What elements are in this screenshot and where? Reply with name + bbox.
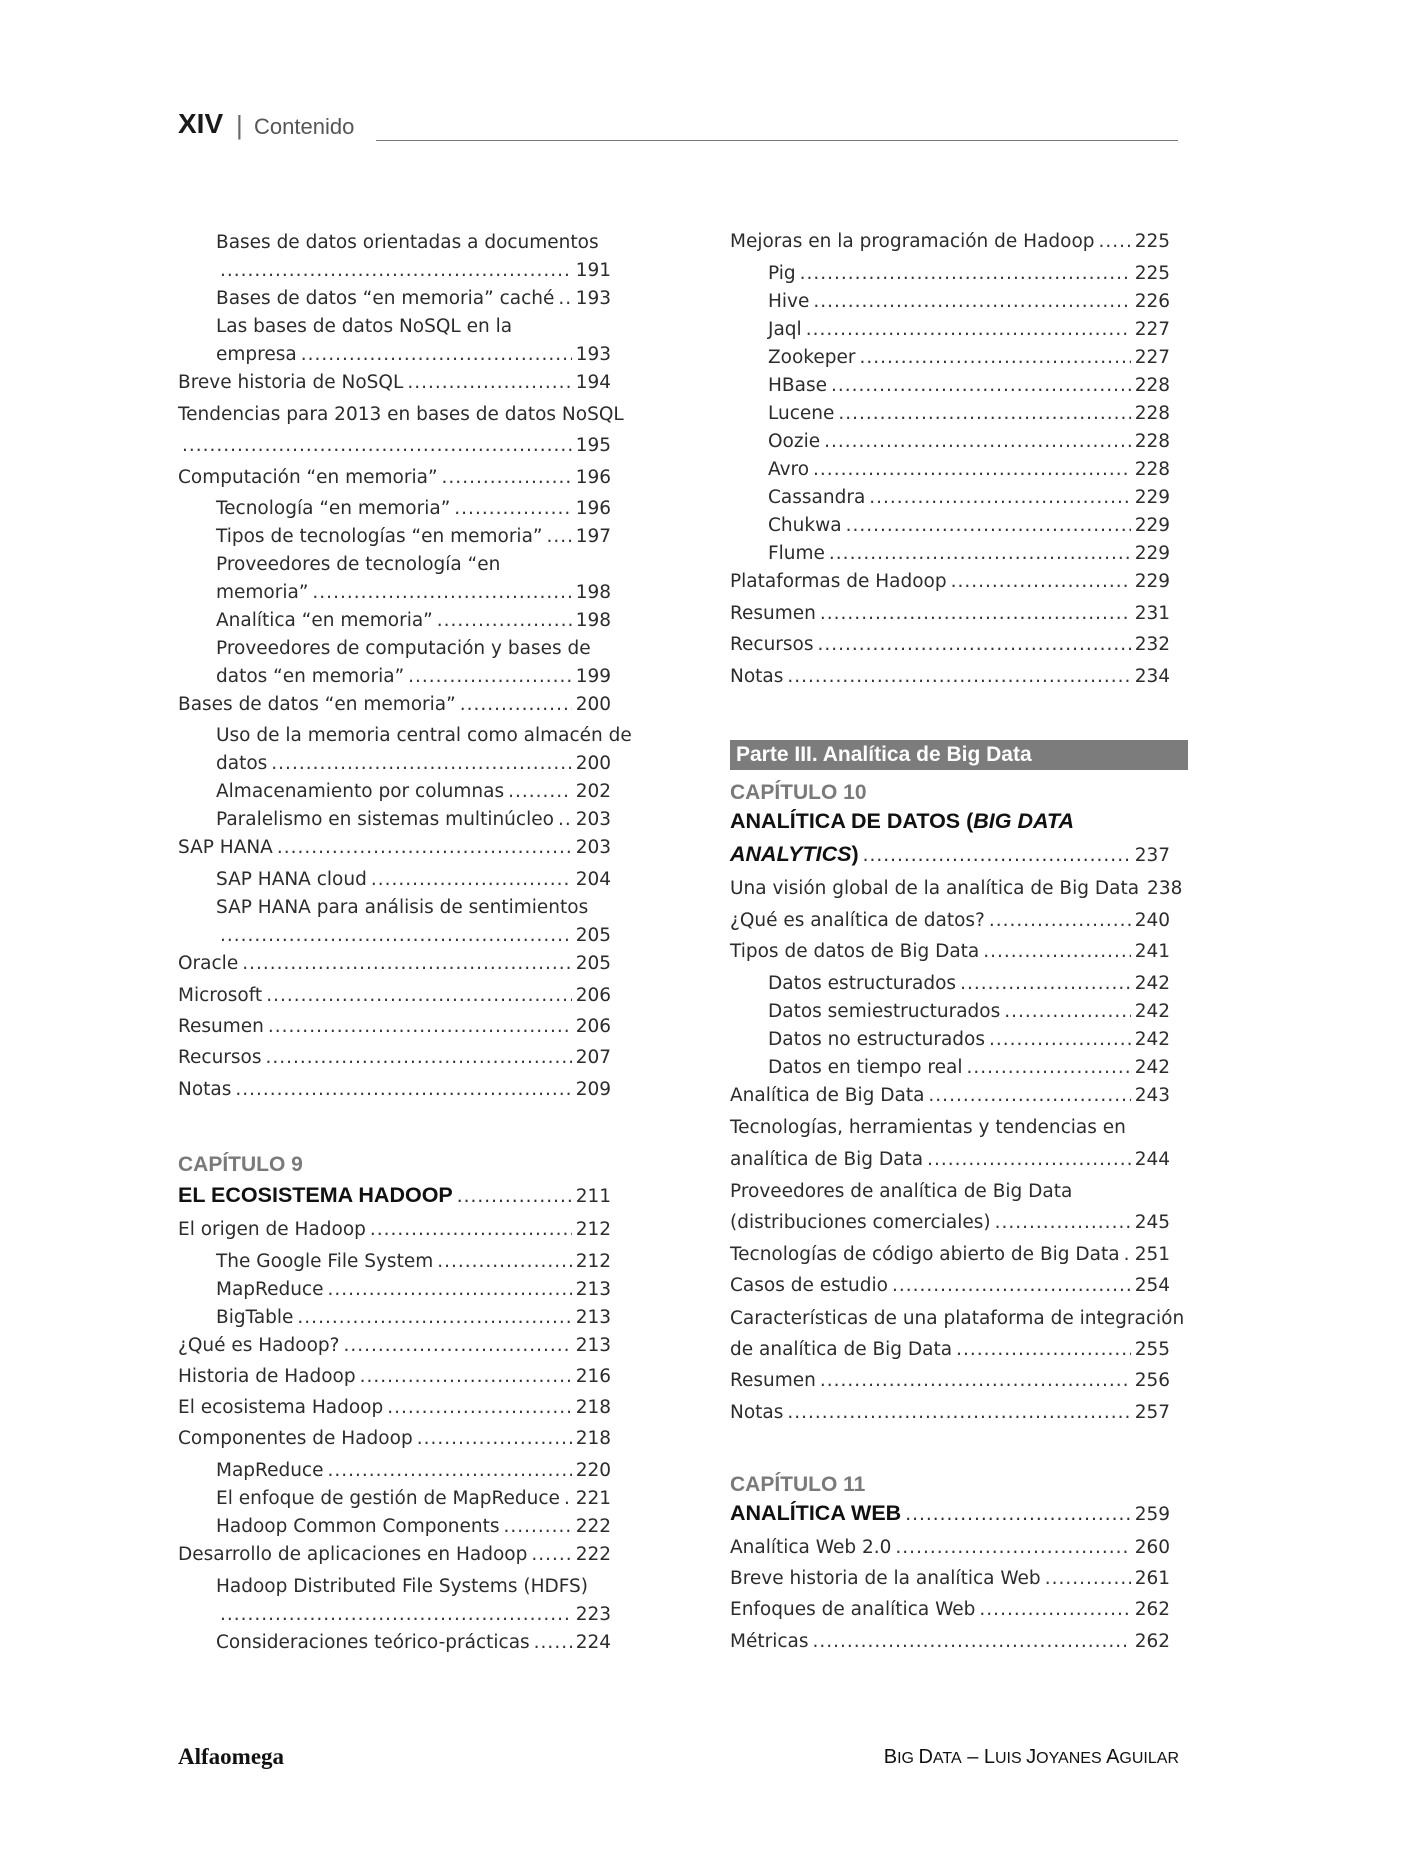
toc-entry: analítica de Big Data ..... 244 [730,1148,1170,1172]
toc-entry: HBase ..... 228 [768,374,1170,398]
toc-entry: Hive ..... 226 [768,290,1170,314]
toc-entry: Bases de datos “en memoria” ..... 200 [178,693,611,717]
toc-entry: El ecosistema Hadoop ..... 218 [178,1396,611,1420]
toc-entry: datos ..... 200 [216,752,611,776]
toc-entry: Flume ..... 229 [768,542,1170,566]
toc-entry: Datos en tiempo real ..... 242 [768,1056,1170,1080]
footer-book-title: BIG DATA – LUIS JOYANES AGUILAR [883,1746,1179,1768]
toc-text: Tecnologías, herramientas y tendencias en [730,1117,1126,1138]
toc-entry: Enfoques de analítica Web ..... 262 [730,1598,1170,1622]
toc-entry: (distribuciones comerciales) ..... 245 [730,1211,1170,1235]
toc-entry: MapReduce ..... 220 [216,1459,611,1483]
toc-entry: Oracle ..... 205 [178,952,611,976]
toc-entry: Mejoras en la programación de Hadoop ..... 225 [730,230,1170,254]
toc-entry: Métricas ..... 262 [730,1630,1170,1654]
toc-entry: Casos de estudio ..... 254 [730,1274,1170,1298]
toc-entry: Datos semiestructurados ..... 242 [768,1000,1170,1024]
toc-entry: Tipos de tecnologías “en memoria” ..... 197 [216,525,611,549]
toc-entry: Datos no estructurados ..... 242 [768,1028,1170,1052]
header-title: Contenido [254,114,355,139]
toc-entry: Consideraciones teórico-prácticas ..... 224 [216,1631,611,1655]
toc-entry: ..... 205 [216,924,611,948]
toc-entry: MapReduce ..... 213 [216,1278,611,1302]
toc-entry: Resumen ..... 231 [730,602,1170,626]
toc-entry: Oozie ..... 228 [768,430,1170,454]
footer-publisher: Alfaomega [178,1744,285,1769]
toc-entry: ..... 223 [216,1603,611,1627]
toc-entry: Bases de datos “en memoria” caché ..... 193 [216,287,611,311]
toc-entry: SAP HANA ..... 203 [178,836,611,860]
toc-entry: Recursos ..... 232 [730,633,1170,657]
toc-entry: Zookeper ..... 227 [768,346,1170,370]
toc-entry: Jaql ..... 227 [768,318,1170,342]
toc-text: SAP HANA para análisis de sentimientos [216,897,589,918]
toc-entry: Tipos de datos de Big Data ..... 241 [730,940,1170,964]
toc-entry: SAP HANA cloud ..... 204 [216,868,611,892]
toc-entry: ..... 191 [216,259,611,283]
toc-entry: BigTable ..... 213 [216,1306,611,1330]
chapter-title-line2: ANALYTICS) ..... 237 [730,842,1170,868]
toc-entry: de analítica de Big Data ..... 255 [730,1338,1170,1362]
toc-entry: Plataformas de Hadoop ..... 229 [730,570,1170,594]
toc-entry: Chukwa ..... 229 [768,514,1170,538]
toc-entry: Cassandra ..... 229 [768,486,1170,510]
toc-text: Bases de datos orientadas a documentos [216,232,599,253]
toc-entry: Recursos ..... 207 [178,1046,611,1070]
toc-text: Tendencias para 2013 en bases de datos NoSQL [178,404,624,425]
toc-entry: Componentes de Hadoop ..... 218 [178,1427,611,1451]
toc-entry: empresa ..... 193 [216,343,611,367]
chapter-title-line1: ANALÍTICA DE DATOS (BIG DATA [730,809,1074,833]
header-rule [376,140,1178,141]
toc-entry: Desarrollo de aplicaciones en Hadoop ..... 222 [178,1543,611,1567]
toc-text: Proveedores de computación y bases de [216,638,591,659]
toc-entry: Lucene ..... 228 [768,402,1170,426]
toc-entry: Hadoop Common Components ..... 222 [216,1515,611,1539]
toc-entry: El origen de Hadoop ..... 212 [178,1218,611,1242]
toc-entry: Analítica de Big Data ..... 243 [730,1084,1170,1108]
toc-entry: Tecnologías de código abierto de Big Data ..... 251 [730,1243,1170,1267]
toc-entry: Microsoft ..... 206 [178,984,611,1008]
toc-entry: Almacenamiento por columnas ..... 202 [216,780,611,804]
toc-text: Uso de la memoria central como almacén de [216,725,632,746]
toc-entry: Breve historia de la analítica Web ..... 261 [730,1567,1170,1591]
chapter-title: EL ECOSISTEMA HADOOP ..... 211 [178,1183,611,1209]
toc-entry: Paralelismo en sistemas multinúcleo ..... 203 [216,808,611,832]
toc-entry: Pig ..... 225 [768,262,1170,286]
toc-entry: ¿Qué es analítica de datos? ..... 240 [730,909,1170,933]
toc-entry: Avro ..... 228 [768,458,1170,482]
toc-entry: Breve historia de NoSQL ..... 194 [178,371,611,395]
page-number: XIV [178,108,224,139]
header-separator: | [236,110,243,140]
toc-entry: Resumen ..... 256 [730,1369,1170,1393]
page-header [178,108,1178,148]
toc-entry: Analítica “en memoria” ..... 198 [216,609,611,633]
toc-text: Hadoop Distributed File Systems (HDFS) [216,1576,588,1597]
toc-text: Proveedores de tecnología “en [216,554,501,575]
toc-entry: Historia de Hadoop ..... 216 [178,1365,611,1389]
toc-entry: datos “en memoria” ..... 199 [216,665,611,689]
toc-text: Características de una plataforma de integración [730,1308,1185,1329]
toc-entry: Tecnología “en memoria” ..... 196 [216,497,611,521]
toc-entry: Datos estructurados ..... 242 [768,972,1170,996]
toc-entry: Notas ..... 257 [730,1401,1170,1425]
toc-text: Las bases de datos NoSQL en la [216,316,513,337]
toc-entry: Computación “en memoria” ..... 196 [178,466,611,490]
toc-entry: Notas ..... 209 [178,1078,611,1102]
toc-entry: El enfoque de gestión de MapReduce ..... 221 [216,1487,611,1511]
toc-entry: ..... 195 [178,434,611,458]
toc-text: Proveedores de analítica de Big Data [730,1181,1073,1202]
chapter-label: CAPÍTULO 9 [178,1153,303,1176]
toc-entry: Analítica Web 2.0 ..... 260 [730,1536,1170,1560]
toc-entry: Notas ..... 234 [730,665,1170,689]
chapter-label: CAPÍTULO 10 [730,781,867,804]
toc-entry: Una visión global de la analítica de Big Data 238 [730,878,1183,899]
toc-entry: Resumen ..... 206 [178,1015,611,1039]
toc-entry: memoria” ..... 198 [216,581,611,605]
chapter-label: CAPÍTULO 11 [730,1473,866,1496]
part-3-heading: Parte III. Analítica de Big Data [730,740,1188,770]
chapter-title: ANALÍTICA WEB ..... 259 [730,1501,1170,1527]
toc-entry: The Google File System ..... 212 [216,1250,611,1274]
toc-entry: ¿Qué es Hadoop? ..... 213 [178,1334,611,1358]
